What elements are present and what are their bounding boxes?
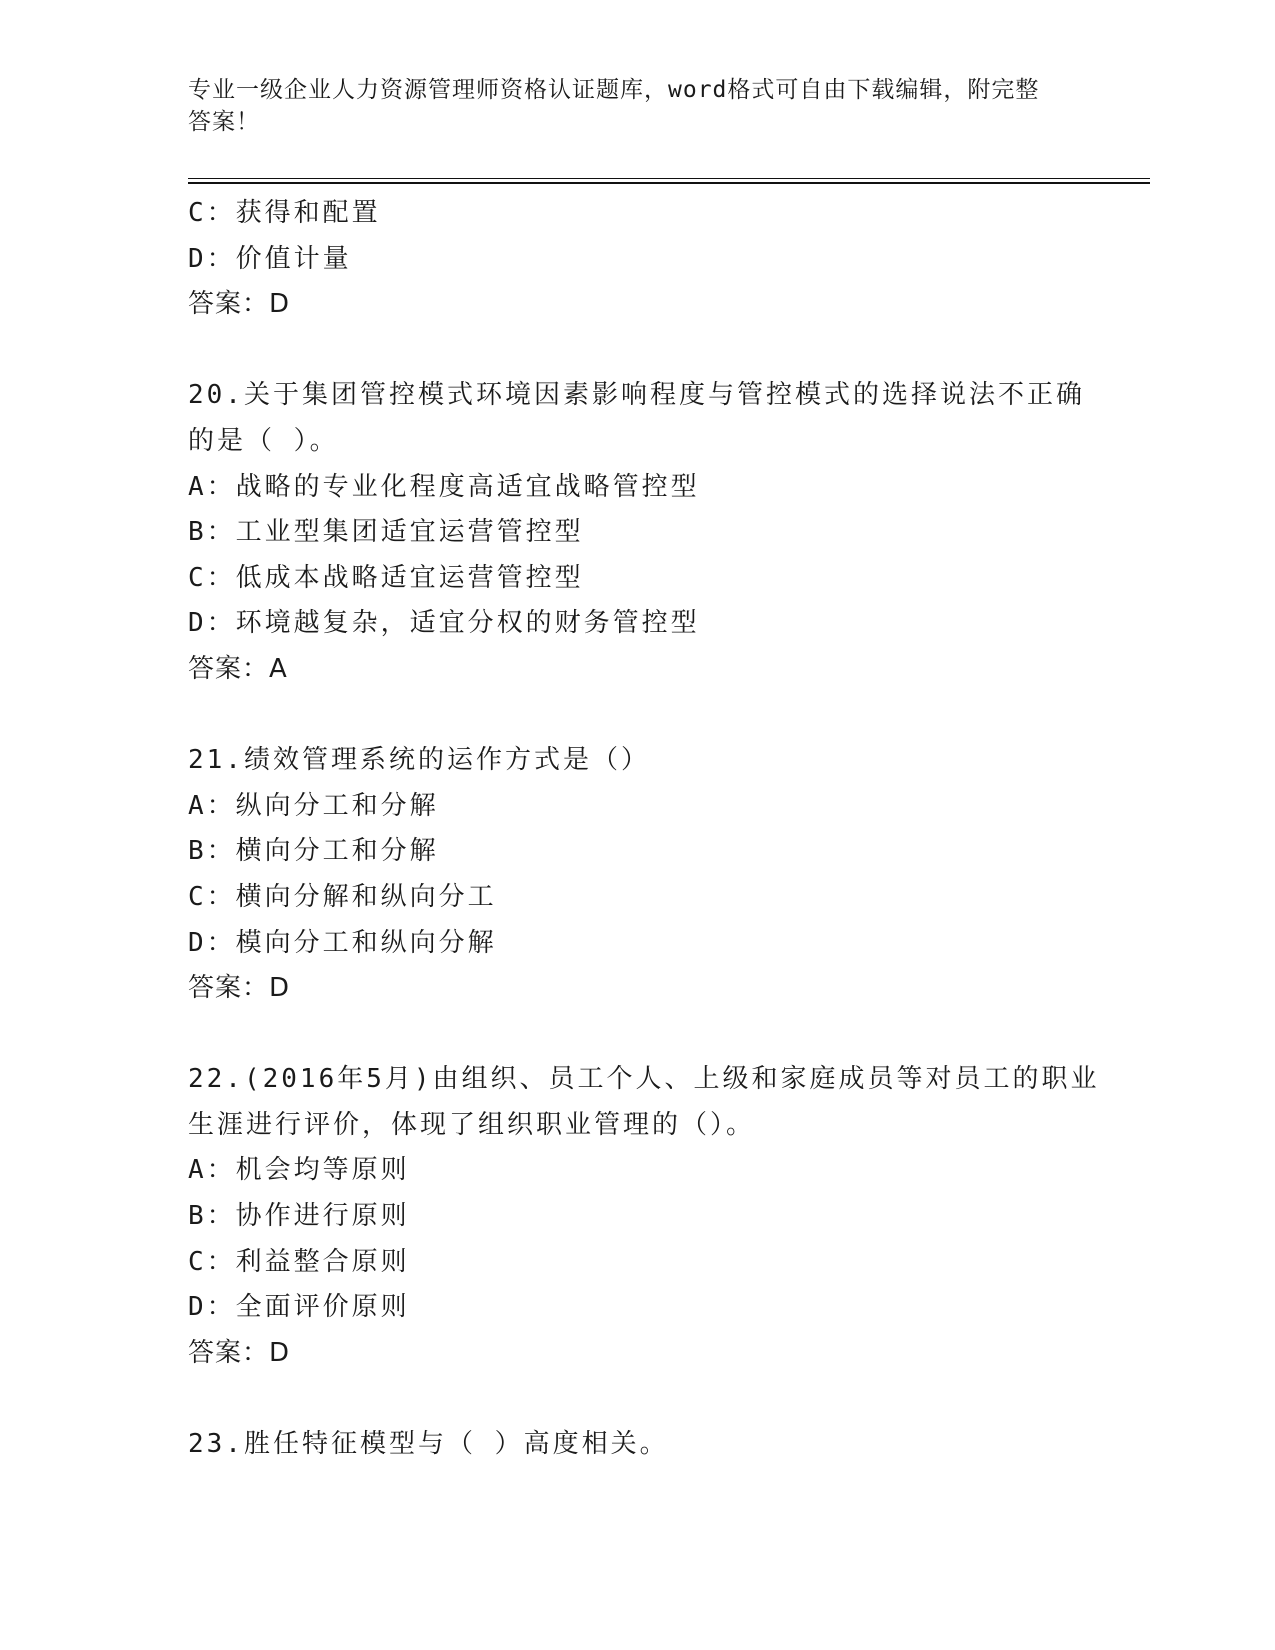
question-text: 生涯进行评价，体现了组织职业管理的（）。	[188, 1109, 756, 1140]
option-a: A：战略的专业化程度高适宜战略管控型	[188, 471, 700, 502]
option-c: C：横向分解和纵向分工	[188, 881, 497, 912]
header-line-2: 答案！	[188, 109, 260, 135]
question-21	[188, 738, 1088, 1012]
question-text: 22.(2016年5月)由组织、员工个人、上级和家庭成员等对员工的职业	[188, 1064, 1100, 1095]
option-d: D：环境越复杂，适宜分权的财务管控型	[188, 608, 700, 639]
question-20	[188, 373, 1088, 692]
option-d: D：全面评价原则	[188, 1292, 410, 1323]
option-a: A：纵向分工和分解	[188, 790, 439, 821]
answer-line: 答案：A	[188, 653, 288, 684]
header-rule-thick	[188, 182, 1150, 184]
answer-line: 答案：D	[188, 289, 291, 320]
question-text: 21.绩效管理系统的运作方式是（）	[188, 745, 650, 776]
option-b: B：工业型集团适宜运营管控型	[188, 517, 584, 548]
question-list	[188, 191, 1100, 1468]
answer-line: 答案：D	[188, 1337, 291, 1368]
question-text: 20.关于集团管控模式环境因素影响程度与管控模式的选择说法不正确	[188, 380, 1085, 411]
option-c: C：获得和配置	[188, 198, 381, 228]
option-c: C：利益整合原则	[188, 1246, 410, 1277]
question-22	[188, 1057, 1100, 1376]
header-rule-thin	[188, 178, 1150, 179]
option-c: C：低成本战略适宜运营管控型	[188, 562, 584, 593]
option-b: B：协作进行原则	[188, 1201, 410, 1232]
question-text: 的是（ ）。	[188, 425, 339, 456]
option-b: B：横向分工和分解	[188, 836, 439, 867]
option-a: A：机会均等原则	[188, 1155, 410, 1186]
header-line-1: 专业一级企业人力资源管理师资格认证题库，word格式可自由下载编辑，附完整	[188, 77, 1040, 103]
option-d: D：价值计量	[188, 243, 352, 274]
continued-question	[188, 191, 1088, 328]
question-23	[188, 1422, 1088, 1468]
option-d: D：模向分工和纵向分解	[188, 927, 497, 958]
question-text: 23.胜任特征模型与（ ）高度相关。	[188, 1429, 669, 1460]
answer-line: 答案：D	[188, 973, 291, 1004]
document-header	[188, 74, 1088, 138]
